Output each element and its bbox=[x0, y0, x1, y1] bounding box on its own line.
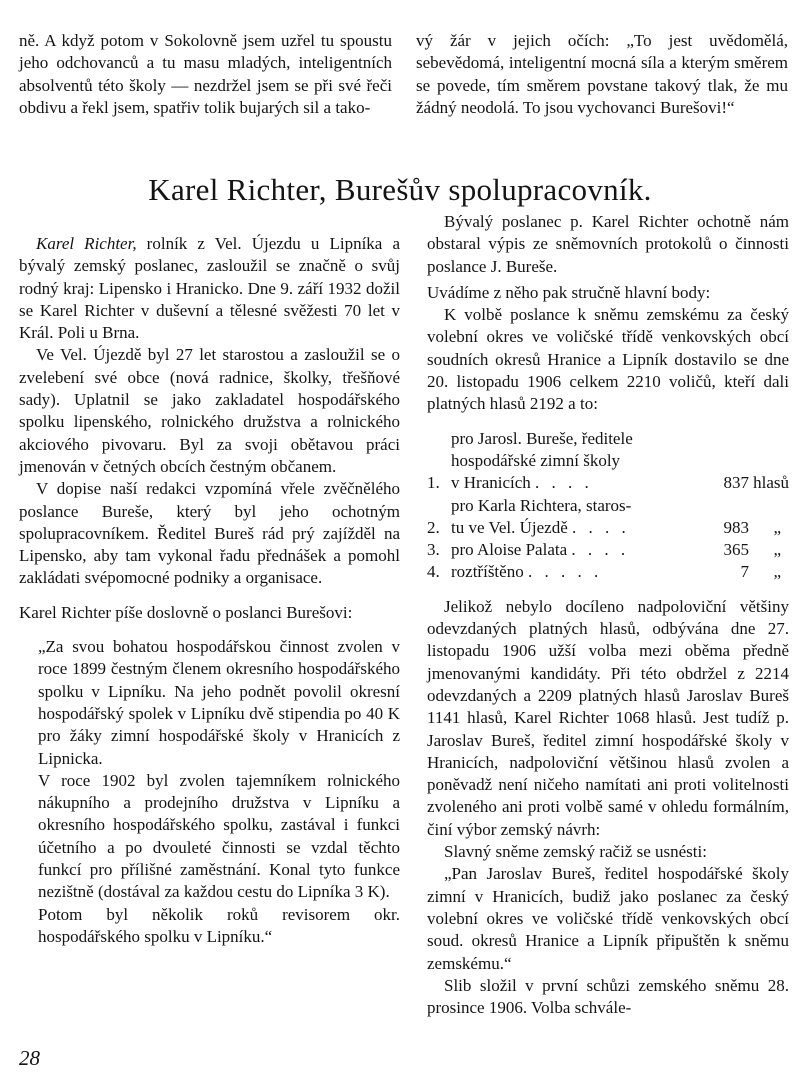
result-candidate bbox=[451, 539, 693, 561]
candidate-line: v Hranicích bbox=[451, 473, 531, 493]
result-candidate bbox=[451, 561, 693, 583]
candidate-last-line bbox=[451, 539, 693, 561]
leader-dots: . . . . . bbox=[527, 562, 603, 582]
candidate-line: pro Karla Richtera, staros- bbox=[451, 495, 632, 515]
paragraph-resolution: „Pan Jaroslav Bureš, ředitel hospodářské školy zimní v Hranicích, budiž jako poslanec za český volební okres ve voličské třídě venkovských obcí soud. okresů Hranice a Lipník připuštěn k sněmu zemskému.“ bbox=[427, 864, 789, 973]
paragraph-quote-intro: Karel Richter píše doslovně o poslanci Burešovi: bbox=[19, 602, 353, 622]
result-unit: „ bbox=[773, 540, 781, 560]
result-number: 2. bbox=[427, 517, 440, 537]
candidate-last-line bbox=[451, 517, 693, 539]
previous-article-continuation-right bbox=[416, 30, 788, 119]
paragraph-oath: Slib složil v první schůzi zemského sněmu 28. prosince 1906. Volba schvále- bbox=[427, 975, 789, 1018]
result-votes: 837 bbox=[723, 473, 749, 493]
result-votes: 983 bbox=[723, 517, 749, 537]
result-candidate bbox=[451, 495, 693, 540]
result-unit: hlasů bbox=[753, 473, 789, 493]
paragraph-village-mayor: Ve Vel. Újezdě byl 27 let starostou a zasloužil se o zvelebení své obce (nová radnice, školky, třešňové sady). Uplatnil se jako zakladatel hospodářského spolku lipenského, rolnického družstva a rolnického akciového pivovaru. Byl za svoji obětavou práci jmenován v četných obcích čestným občanem. bbox=[19, 345, 400, 476]
election-result-row bbox=[427, 495, 789, 540]
result-votes: 365 bbox=[723, 540, 749, 560]
page-number: 28 bbox=[19, 1046, 40, 1070]
result-candidate bbox=[451, 428, 693, 495]
article-left-column bbox=[19, 233, 400, 948]
election-result-row bbox=[427, 428, 789, 495]
candidate-line: pro Aloise Palata bbox=[451, 540, 568, 560]
paragraph-former-deputy: Bývalý poslanec p. Karel Richter ochotně nám obstaral výpis ze sněmovních protokolů o činnosti poslance J. Bureše. bbox=[427, 212, 789, 276]
candidate-line: tu ve Vel. Újezdě bbox=[451, 517, 568, 537]
paragraph-main-points: Uvádíme z něho pak stručně hlavní body: bbox=[427, 282, 711, 302]
leader-dots: . . . . bbox=[535, 473, 593, 493]
continuation-paragraph-left: ně. A když potom v Sokolovně jsem uzřel tu spoustu jeho odchovanců a tu masu mladých, inteligentních absolventů této školy — nezdržel jsem se při své řeči obdivu a řekl jsem, spatřiv tolik bujarých sil a tako- bbox=[19, 31, 392, 117]
quote-paragraph-1: „Za svou bohatou hospodářskou činnost zvolen v roce 1899 čestným členem okresního hospodářského spolku v Lipníku. Na jeho podnět povolil okresní hospodářský spolek v Lipníku dvě stipendia po 40 K pro žáky zimní hospodářské školy v Hranicích z Lipnicka. bbox=[38, 637, 400, 768]
election-result-row bbox=[427, 561, 789, 583]
candidate-last-line bbox=[451, 472, 693, 494]
candidate-line: pro Jarosl. Bureše, ředitele bbox=[451, 428, 633, 448]
leader-dots: . . . . bbox=[571, 540, 630, 560]
quote-paragraph-3: Potom byl několik roků revisorem okr. hospodářského spolku v Lipníku.“ bbox=[38, 904, 400, 946]
election-results-list bbox=[427, 428, 789, 584]
previous-article-continuation-left bbox=[19, 30, 392, 119]
candidate-line: hospodářské zimní školy bbox=[451, 450, 621, 470]
intro-name: Karel Richter, bbox=[36, 234, 137, 253]
paragraph-assembly-motion: Slavný sněme zemský račiž se usnésti: bbox=[444, 842, 707, 862]
result-number: 3. bbox=[427, 540, 440, 560]
article-title: Karel Richter, Burešův spolupracovník. bbox=[148, 172, 652, 207]
election-result-row bbox=[427, 539, 789, 561]
result-votes: 7 bbox=[740, 562, 749, 582]
article-right-column bbox=[427, 211, 789, 1019]
quote-paragraph-2: V roce 1902 byl zvolen tajemníkem rolnického nákupního a prodejního družstva v Lipníku a okresního hospodářského spolku, zastával i funkci účetního a po dvouleté činnosti se vzdal těchto funkcí pro přílišné zaměstnání. Konal tyto funkce nezištně (dostával za každou cestu do Lipníka 3 K). bbox=[38, 770, 400, 902]
paragraph-election: K volbě poslance k sněmu zemskému za český volební okres ve voličské třídě venkovských obcí soudních okresů Hranice a Lipník dostavilo se dne 20. listopadu 1906 celkem 2210 voličů, kteří dali platných hlasů 2192 a to: bbox=[427, 305, 789, 414]
candidate-line: roztříštěno bbox=[451, 562, 524, 582]
candidate-last-line bbox=[451, 561, 693, 583]
paragraph-letter: V dopise naší redakci vzpomíná vřele zvěčnělého poslance Bureše, který byl jeho ochotným spolupracovníkem. Ředitel Bureš rád prý zajížděl na Lipensko, aby tam vykonal řadu přednášek a pomohl zakládati svépomocné podniky a organisace. bbox=[19, 479, 400, 588]
continuation-paragraph-right: vý žár v jejich očích: „To jest uvědomělá, sebevědomá, inteligentní mocná síla a kterým směrem se povede, tím směrem povstane takový tlak, že mu žádný neodolá. To jsou vychovanci Burešovi!“ bbox=[416, 31, 788, 117]
result-number: 4. bbox=[427, 562, 440, 582]
intro-paragraph bbox=[19, 233, 400, 344]
result-unit: „ bbox=[773, 517, 781, 537]
leader-dots: . . . . bbox=[572, 517, 630, 537]
result-number: 1. bbox=[427, 473, 440, 493]
paragraph-runoff: Jelikož nebylo docíleno nadpoloviční většiny odevzdaných platných hlasů, odbývána dne 27. listopadu 1906 užší volba mezi oběma předně jmenovanými kandidáty. Při této obdržel z 2214 odevzdaných a 2209 platných hlasů Jaroslav Bureš 1141 hlasů, Karel Richter 1068 hlasů. Jest tudíž p. Jaroslav Bureš, ředitel zimní hospodářské školy v Hranicích, nadpoloviční většinou hlasů zvolen a poněvadž není ničeho namítati ani proti volitelnosti zvoleného ani proti volbě samé v ohledu formálním, činí výbor zemský návrh: bbox=[427, 596, 789, 839]
intro-text: rolník z Vel. Újezdu u Lipníka a bývalý zemský poslanec, zasloužil se značně o svůj rodný kraj: Lipensko i Hranicko. Dne 9. září 1932 dožil se Karel Richter v duševní a tělesné svěžesti 70 let v Král. Poli u Brna. bbox=[19, 234, 400, 343]
result-unit: „ bbox=[773, 562, 781, 582]
